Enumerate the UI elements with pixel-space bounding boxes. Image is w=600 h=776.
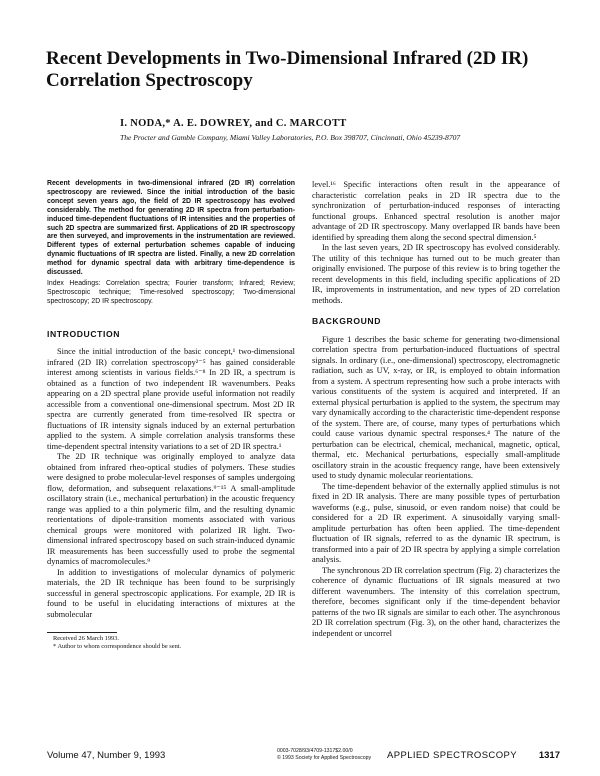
intro-paragraph-purpose: In the last seven years, 2D IR spectroscopy has evolved considerably. The utility of this technique has turned out to be much greater than originally envisioned. The purpose of this review is to bring together the recent developments in this field, including specific applications of 2D IR, improvements in instrumentation, and new types of 2D correlation methods. bbox=[312, 243, 560, 305]
footnote-correspondence: * Author to whom correspondence should be sent. bbox=[53, 643, 182, 651]
footer-copyright: © 1993 Society for Applied Spectroscopy bbox=[277, 754, 372, 761]
footer-issn: 0003-7028/93/4709-1317$2.00/0 bbox=[277, 748, 353, 754]
page-footer bbox=[47, 750, 560, 766]
introduction-heading: INTRODUCTION bbox=[47, 328, 121, 339]
background-heading: BACKGROUND bbox=[312, 316, 382, 326]
footer-journal-name: APPLIED SPECTROSCOPY bbox=[387, 750, 517, 761]
footnote-divider bbox=[47, 632, 117, 633]
footer-issn-block bbox=[277, 748, 371, 761]
intro-paragraph-2: The 2D IR technique was originally employed to analyze data obtained from infrared rheo-optical studies of polymers. These studies were designed to probe molecular-level responses of samples undergoing flow, deformation, and subsequent relaxations.⁹⁻¹⁵ A small-amplitude oscillatory strain (i.e., mechanical perturbation) in the acoustic frequency range was applied to a thin polymeric film, and the resulting dynamic reorientations of dipole-transition moments associated with various chemical groups were monitored with polarized IR light. Two-dimensional infrared spectroscopy based on such strain-induced dynamic IR measurements has been successfully used to probe the segmental dynamics of macromolecules.⁹ bbox=[47, 452, 295, 567]
background-paragraph-2: The time-dependent behavior of the externally applied stimulus is not fixed in 2D IR analysis. There are many possible types of perturbation waveforms (e.g., pulse, sinusoid, or even random noise) that could be considered for a 2D IR experiment. A sinusoidally varying small-amplitude perturbation has often been applied. The time-dependent fluctuation of IR signals, referred to as the dynamic IR spectrum, is transformed into a pair of 2D IR spectra by applying a simple correlation analysis. bbox=[312, 481, 560, 564]
intro-continuation: level.¹⁶ Specific interactions often result in the appearance of characteristic correlation peaks in 2D IR spectra due to the synchronization of perturbation-induced responses of interacting functional groups. Enhanced spectral resolution is another major advantage of 2D IR spectroscopy. Many overlapped IR bands have been identified by spreading them along the second spectral dimension.⁵ bbox=[312, 180, 560, 242]
background-paragraph-1: Figure 1 describes the basic scheme for generating two-dimensional correlation spectra from perturbation-induced fluctuations of spectral signals. In ordinary (i.e., one-dimensional) spectroscopy, electromagnetic radiation, such as UV, x-ray, or IR, is employed to obtain information from a system. A spectrum representing how such a probe interacts with various constituents of the system is acquired and interpreted. If an external physical perturbation is applied to the system, the spectrum may vary dynamically according to the characteristic time-dependent response of the system. There are, of course, many types of perturbations which could cause various dynamic spectral responses.⁴ The nature of the perturbation can be electrical, chemical, mechanical, magnetic, optical, thermal, etc. Mechanical perturbations, especially small-amplitude oscillatory strain in the acoustic frequency range, have been extensively used to study dynamic molecular reorientations. bbox=[312, 334, 560, 480]
right-column bbox=[312, 180, 560, 639]
index-headings: Index Headings: Correlation spectra; Fourier transform; Infrared; Review; Spectroscopic technique; Time-resolved spectroscopy; Two-dimensional spectroscopy; 2D IR spectroscopy. bbox=[47, 279, 295, 305]
author-affiliation: The Procter and Gamble Company, Miami Valley Laboratories, P.O. Box 398707, Cincinnati, Ohio 45239-8707 bbox=[120, 133, 461, 142]
intro-paragraph-3: In addition to investigations of molecular dynamics of polymeric materials, the 2D IR technique has been found to be surprisingly successful in general spectroscopic applications. For example, 2D IR is found to be useful in elucidating interactions of mixtures at the submolecular bbox=[47, 567, 295, 619]
footer-volume: Volume 47, Number 9, 1993 bbox=[47, 750, 166, 761]
abstract: Recent developments in two-dimensional infrared (2D IR) correlation spectroscopy are reviewed. Since the initial introduction of the basic concept seven years ago, the field of 2D IR spectroscopy has evolved considerably. The method for generating 2D IR spectra from perturbation-induced time-dependent fluctuations of IR intensities and the properties of such 2D spectra are summarized first. Applications of 2D IR spectroscopy are then surveyed, and improvements in the instrumentation are reviewed. Different types of external perturbation schemes capable of inducing dynamic fluctuations of IR spectra are listed. Finally, a new 2D correlation method for dynamic spectral data with arbitrary time-dependence is discussed. bbox=[47, 180, 295, 277]
footnote-received: Received 26 March 1993. bbox=[53, 635, 120, 643]
footer-page-number: 1317 bbox=[538, 750, 560, 761]
intro-paragraph-1: Since the initial introduction of the basic concept,¹ two-dimensional infrared (2D IR) correlation spectroscopy²⁻⁵ has gained considerable interest among scientists in various fields.⁶⁻⁸ In 2D IR, a spectrum is obtained as a function of two independent IR wavenumbers. Peaks appearing on a 2D spectral plane provide useful information not readily accessible from a conventional one-dimensional spectrum. Most 2D IR spectra are currently generated from time-resolved IR spectra or fluctuations of IR intensity signals induced by an external perturbation applied to the system. A simple correlation analysis transforms these time-dependent spectral intensity variations to a set of 2D IR spectra.¹ bbox=[47, 347, 295, 451]
author-list: I. NODA,* A. E. DOWREY, and C. MARCOTT bbox=[120, 118, 347, 129]
background-paragraph-3: The synchronous 2D IR correlation spectrum (Fig. 2) characterizes the coherence of dynamic fluctuations of IR signals measured at two different wavenumbers. The intensity of this correlation spectrum, therefore, becomes significant only if the time-dependent behavior patterns of the two IR signals are similar to each other. The asynchronous 2D IR correlation spectrum (Fig. 3), on the other hand, characterizes the independent or uncorrel bbox=[312, 565, 560, 638]
left-column bbox=[47, 180, 295, 651]
article-title: Recent Developments in Two-Dimensional Infrared (2D IR) Correlation Spectroscopy bbox=[46, 48, 529, 91]
